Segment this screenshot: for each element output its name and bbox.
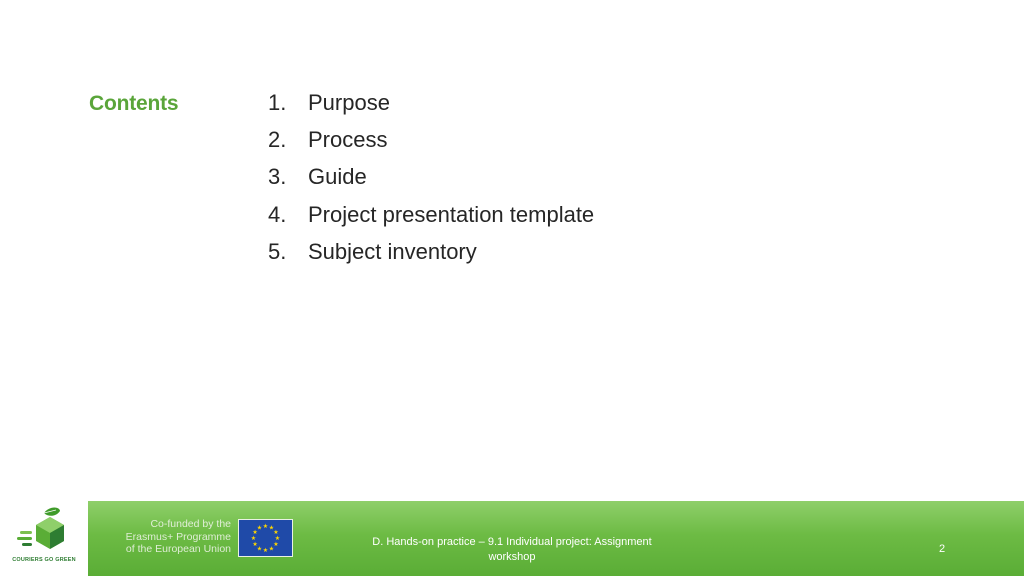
toc-item-label: Subject inventory	[308, 238, 477, 264]
contents-heading: Contents	[89, 92, 179, 115]
svg-text:★: ★	[274, 535, 281, 542]
eu-flag-icon	[239, 520, 292, 556]
svg-text:★: ★	[252, 529, 258, 536]
eu-flag	[238, 519, 293, 557]
svg-text:★: ★	[256, 524, 263, 532]
toc-item	[268, 164, 594, 201]
brand-name: COURIERS GO GREEN	[12, 557, 76, 563]
toc-item-label: Purpose	[308, 90, 390, 115]
toc-item	[268, 90, 594, 127]
svg-text:★: ★	[273, 529, 279, 536]
cofunded-statement	[117, 518, 231, 556]
toc-item-label: Project presentation template	[308, 201, 595, 227]
slide-footer	[0, 501, 1024, 576]
svg-text:★: ★	[262, 523, 269, 530]
couriers-go-green-logo-icon	[0, 501, 88, 561]
toc-item-number: 4.	[268, 201, 287, 227]
svg-text:★: ★	[268, 545, 275, 553]
svg-text:★: ★	[273, 541, 279, 548]
svg-text:★: ★	[252, 541, 258, 548]
svg-text:★: ★	[268, 524, 275, 532]
toc-item-label: Guide	[308, 164, 367, 190]
toc-item-number: 3.	[268, 164, 287, 190]
toc-list	[268, 90, 594, 276]
svg-text:★: ★	[256, 545, 263, 553]
cofunded-line: Erasmus+ Programme	[125, 530, 231, 543]
cofunded-line: of the European Union	[125, 543, 231, 555]
toc-item	[268, 127, 594, 164]
svg-text:★: ★	[250, 535, 257, 542]
page-number: 2	[938, 543, 946, 555]
toc-item-number: 2.	[268, 127, 287, 153]
toc-item	[268, 202, 594, 239]
brand-logo	[0, 501, 88, 576]
toc-item-number: 1.	[268, 90, 287, 115]
svg-text:★: ★	[262, 547, 269, 554]
cofunded-line: Co-funded by the	[150, 518, 231, 530]
module-title: D. Hands-on practice – 9.1 Individual project: Assignment workshop	[372, 536, 652, 563]
toc-item-label: Process	[308, 127, 388, 153]
toc-item	[268, 239, 594, 276]
toc-item-number: 5.	[268, 238, 287, 264]
